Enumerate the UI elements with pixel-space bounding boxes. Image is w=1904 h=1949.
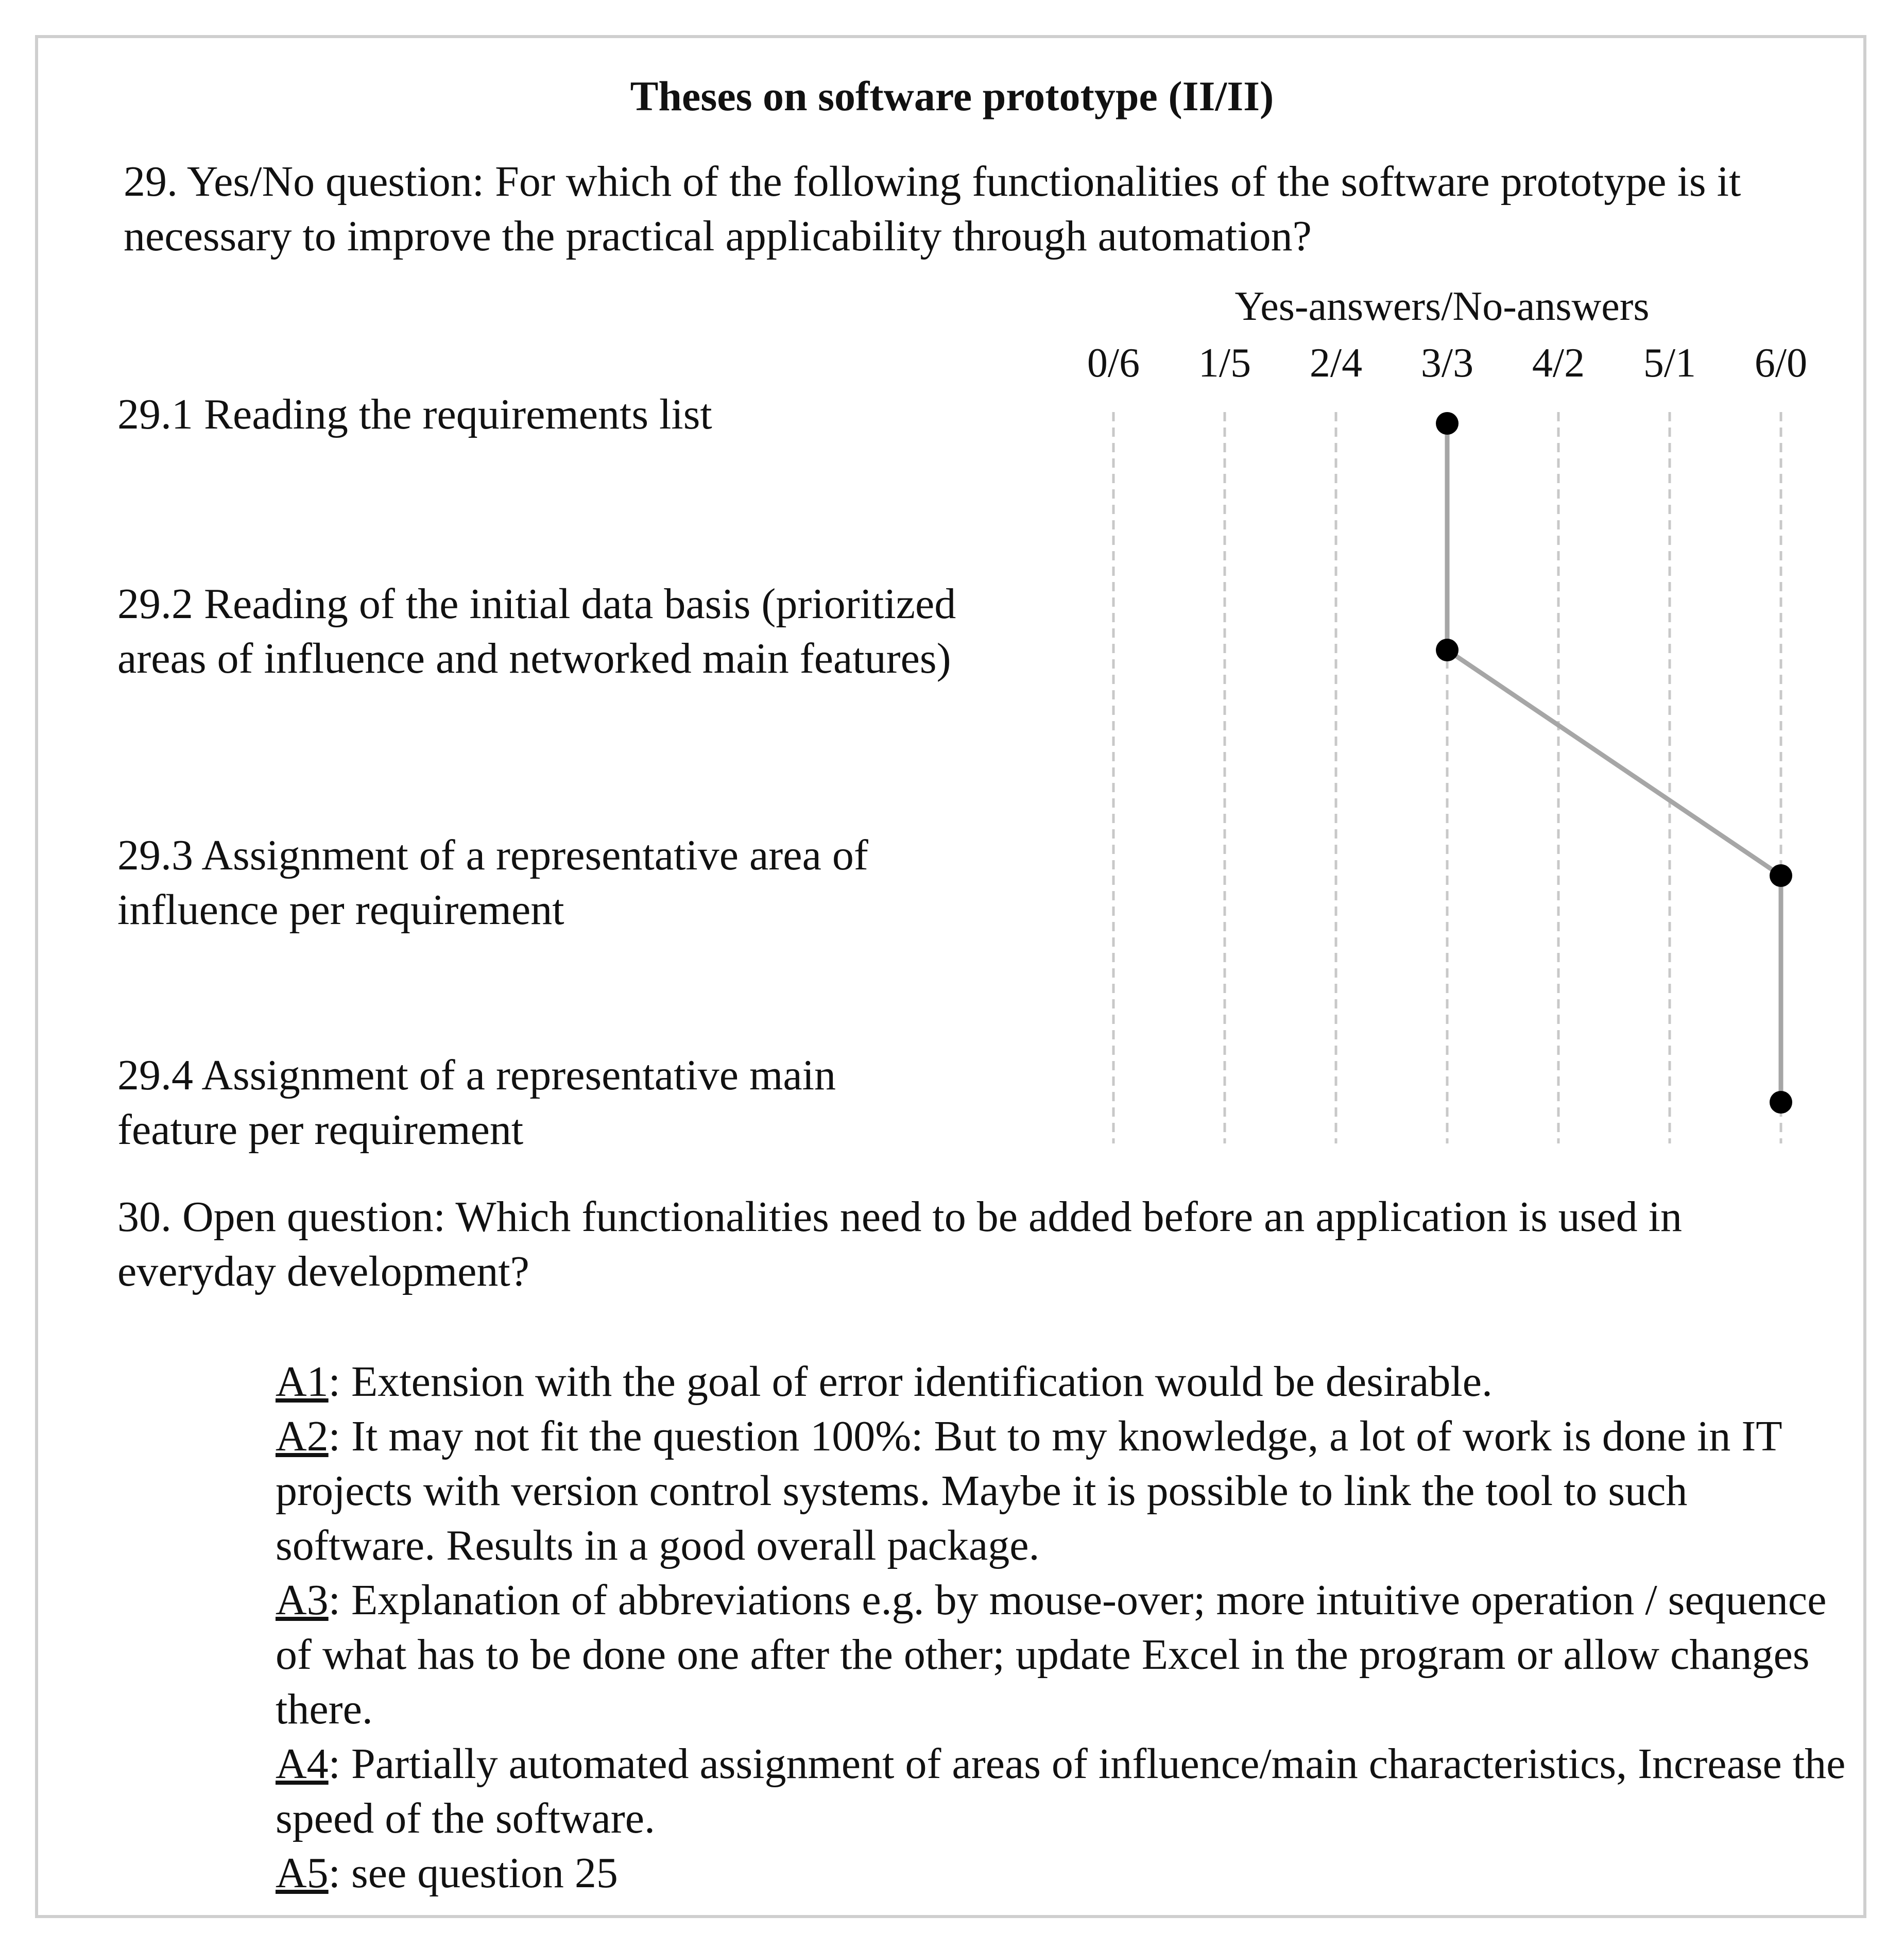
answer-text: : Explanation of abbreviations e.g. by mouse-over; more intuitive operation / sequence of what has to be done one after the other; update Excel in the program or allow changes there. — [276, 1576, 1827, 1733]
answer-text: : Partially automated assignment of areas of influence/main characteristics, Increase the speed of the software. — [276, 1740, 1846, 1842]
answer-label: A2 — [276, 1412, 329, 1460]
page-title: Theses on software prototype (II/II) — [630, 73, 1274, 119]
item-29-2: 29.2 Reading of the initial data basis (prioritized areas of influence and networked main features) — [117, 580, 956, 682]
tick-label: 2/4 — [1309, 340, 1363, 386]
answers-list — [276, 1355, 1846, 1901]
tick-label: 4/2 — [1532, 340, 1585, 386]
item-29-1: 29.1 Reading the requirements list — [117, 390, 712, 438]
item-29-4: 29.4 Assignment of a representative main feature per requirement — [117, 1051, 836, 1154]
answer-item — [276, 1573, 1846, 1737]
question-29-text: 29. Yes/No question: For which of the following functionalities of the software prototype is it necessary to improve the practical applicability through automation? — [124, 158, 1741, 260]
series-line — [1447, 423, 1781, 1102]
answer-text: : It may not fit the question 100%: But to my knowledge, a lot of work is done in IT projects with version control systems. Maybe it is possible to link the tool to such software. Results in a good overall package. — [276, 1412, 1782, 1569]
answer-item — [276, 1737, 1846, 1846]
answer-label: A4 — [276, 1740, 329, 1788]
answer-item — [276, 1846, 1846, 1901]
data-point-29.2 — [1436, 639, 1459, 661]
item-29-3: 29.3 Assignment of a representative area of influence per requirement — [117, 831, 868, 934]
tick-label: 1/5 — [1198, 340, 1251, 386]
answer-label: A3 — [276, 1576, 329, 1624]
tick-label: 3/3 — [1420, 340, 1474, 386]
data-point-29.4 — [1770, 1091, 1792, 1114]
answer-text: : see question 25 — [328, 1849, 618, 1897]
answer-item — [276, 1409, 1846, 1573]
tick-label: 0/6 — [1087, 340, 1140, 386]
answer-label: A5 — [276, 1849, 329, 1897]
tick-label: 5/1 — [1643, 340, 1696, 386]
data-point-29.1 — [1436, 412, 1459, 435]
answer-label: A1 — [276, 1358, 329, 1406]
answer-text: : Extension with the goal of error identification would be desirable. — [328, 1358, 1493, 1406]
tick-label: 6/0 — [1754, 340, 1808, 386]
data-point-29.3 — [1770, 864, 1792, 887]
question-30-text: 30. Open question: Which functionalities need to be added before an application is used in everyday development? — [117, 1193, 1682, 1295]
answer-item — [276, 1355, 1846, 1409]
chart-axis-title: Yes-answers/No-answers — [1234, 284, 1650, 329]
